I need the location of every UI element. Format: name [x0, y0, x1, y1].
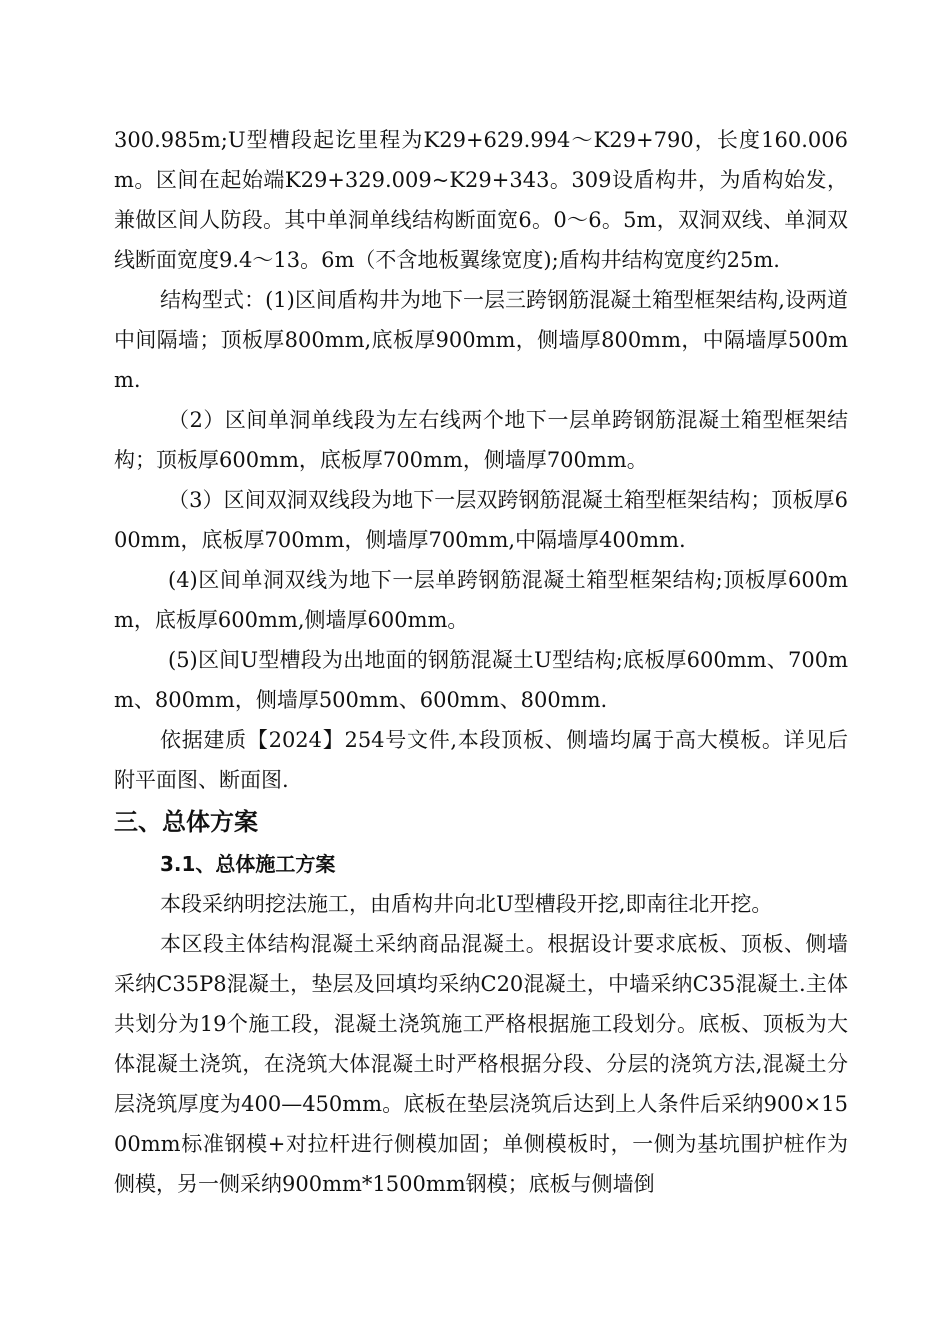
paragraph-structure-type-4: (4)区间单洞双线为地下一层单跨钢筋混凝土箱型框架结构;顶板厚600mm，底板厚600mm,侧墙厚600mm。: [114, 568, 848, 632]
paragraph-concrete-plan: 本区段主体结构混凝土采纳商品混凝土。根据设计要求底板、顶板、侧墙采纳C35P8混凝土，垫层及回填均采纳C20混凝土，中墙采纳C35混凝土.主体共划分为19个施工段，混凝土浇筑施工严格根据施工段划分。底板、顶板为大体混凝土浇筑，在浇筑大体混凝土时严格根据分段、分层的浇筑方法,混凝土分层浇筑厚度为400—450mm。底板在垫层浇筑后达到上人条件后采纳900×1500mm标准钢模+对拉杆进行侧模加固；单侧模板时，一侧为基坑围护桩作为侧模，另一侧采纳900mm*1500mm钢模；底板与侧墙倒: [114, 932, 848, 1196]
paragraph-structure-type-1: 结构型式：(1)区间盾构井为地下一层三跨钢筋混凝土箱型框架结构,设两道中间隔墙；顶板厚800mm,底板厚900mm，侧墙厚800mm，中隔墙厚500mm.: [114, 288, 848, 392]
section-heading-overall-plan: 三、总体方案: [114, 808, 258, 836]
document-page: [114, 120, 848, 1204]
subsection-heading-construction-plan: 3.1、总体施工方案: [160, 852, 336, 876]
paragraph-excavation-method: 本段采纳明挖法施工，由盾构井向北U型槽段开挖,即南往北开挖。: [160, 892, 773, 916]
paragraph-structure-type-2: （2）区间单洞单线段为左右线两个地下一层单跨钢筋混凝土箱型框架结构；顶板厚600mm，底板厚700mm，侧墙厚700mm。: [114, 408, 848, 472]
paragraph-structure-type-3: （3）区间双洞双线段为地下一层双跨钢筋混凝土箱型框架结构；顶板厚600mm，底板厚700mm，侧墙厚700mm,中隔墙厚400mm.: [114, 488, 848, 552]
paragraph-structure-type-5: (5)区间U型槽段为出地面的钢筋混凝土U型结构;底板厚600mm、700mm、800mm，侧墙厚500mm、600mm、800mm.: [114, 648, 848, 712]
paragraph-project-scope: 300.985m;U型槽段起讫里程为K29+629.994～K29+790，长度160.006m。区间在起始端K29+329.009~K29+343。309设盾构井，为盾构始发，兼做区间人防段。其中单洞单线结构断面宽6。0～6。5m，双洞双线、单洞双线断面宽度9.4～13。6m（不含地板翼缘宽度);盾构井结构宽度约25m.: [114, 128, 848, 272]
paragraph-high-formwork-note: 依据建质【2024】254号文件,本段顶板、侧墙均属于高大模板。详见后附平面图、断面图.: [114, 728, 848, 792]
